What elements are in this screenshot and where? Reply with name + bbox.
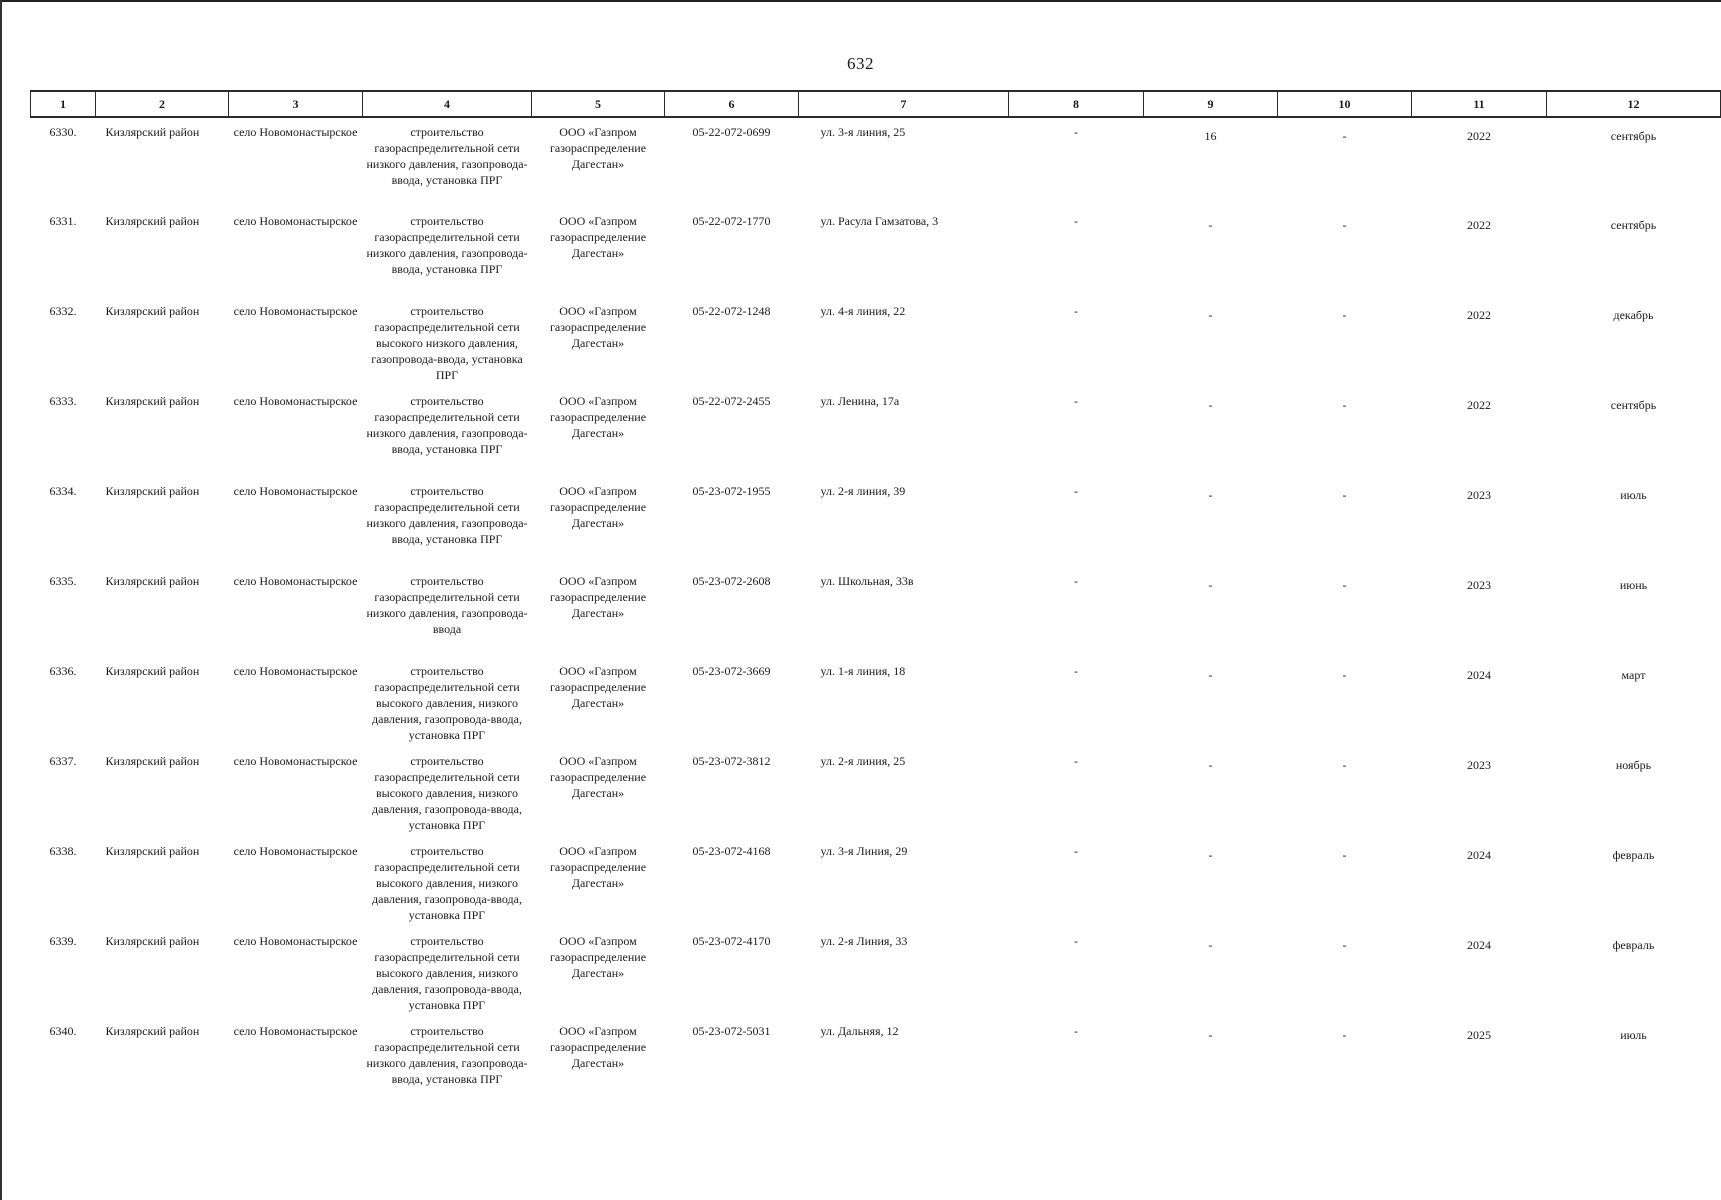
cell-district: Кизлярский район xyxy=(105,484,200,498)
cell-settlement: село Новомонастырское xyxy=(233,394,358,408)
table-body xyxy=(31,117,1721,1117)
cell-district: Кизлярский район xyxy=(105,754,200,768)
cell-address: ул. Дальняя, 12 xyxy=(820,1024,899,1038)
cell-year: 2025 xyxy=(1467,1028,1491,1042)
cell-application-number: 05-22-072-2455 xyxy=(692,394,771,408)
cell-month: сентябрь xyxy=(1610,218,1657,232)
cell-value-col-8: - xyxy=(1074,214,1078,228)
cell-district: Кизлярский район xyxy=(105,394,200,408)
cell-value-col-8: - xyxy=(1074,304,1078,318)
cell-organization: ООО «Газпром газораспределение Дагестан» xyxy=(549,664,647,710)
cell-value-col-9: 16 xyxy=(1204,129,1217,143)
cell-value-col-9: - xyxy=(1208,488,1213,502)
cell-work-description: строительство газораспределительной сети низкого давления, газопровода-ввода, установка ПРГ xyxy=(366,1024,528,1086)
column-header-7: 7 xyxy=(799,91,1009,117)
cell-district: Кизлярский район xyxy=(105,844,200,858)
cell-value-col-9: - xyxy=(1208,218,1213,232)
cell-value-col-10: - xyxy=(1342,938,1347,952)
column-header-11: 11 xyxy=(1412,91,1547,117)
cell-month: февраль xyxy=(1612,848,1655,862)
cell-value-col-8: - xyxy=(1074,844,1078,858)
cell-work-description: строительство газораспределительной сети низкого давления, газопровода-ввода, установка ПРГ xyxy=(366,484,528,546)
cell-month: февраль xyxy=(1612,938,1655,952)
cell-work-description: строительство газораспределительной сети низкого давления, газопровода-ввода, установка ПРГ xyxy=(366,125,528,187)
cell-address: ул. Ленина, 17а xyxy=(820,394,900,408)
table-header xyxy=(31,91,1721,117)
cell-month: март xyxy=(1621,668,1646,682)
cell-year: 2024 xyxy=(1467,668,1491,682)
cell-organization: ООО «Газпром газораспределение Дагестан» xyxy=(549,754,647,800)
cell-work-description: строительство газораспределительной сети низкого давления, газопровода-ввода, установка ПРГ xyxy=(366,214,528,276)
cell-value-col-8: - xyxy=(1074,125,1078,139)
cell-value-col-10: - xyxy=(1342,218,1347,232)
cell-value-col-9: - xyxy=(1208,578,1213,592)
cell-address: ул. Расула Гамзатова, 3 xyxy=(820,214,939,228)
cell-value-col-8: - xyxy=(1074,574,1078,588)
cell-year: 2023 xyxy=(1467,758,1491,772)
cell-year: 2022 xyxy=(1467,218,1491,232)
top-border-line xyxy=(0,0,1721,2)
cell-year: 2024 xyxy=(1467,938,1491,952)
cell-settlement: село Новомонастырское xyxy=(233,934,358,948)
table-row xyxy=(31,477,1721,567)
cell-district: Кизлярский район xyxy=(105,664,200,678)
cell-value-col-10: - xyxy=(1342,488,1347,502)
cell-value-col-8: - xyxy=(1074,664,1078,678)
cell-settlement: село Новомонастырское xyxy=(233,214,358,228)
cell-month: ноябрь xyxy=(1615,758,1652,772)
cell-value-col-8: - xyxy=(1074,394,1078,408)
cell-value-col-9: - xyxy=(1208,758,1213,772)
cell-year: 2022 xyxy=(1467,398,1491,412)
cell-value-col-8: - xyxy=(1074,754,1078,768)
cell-value-col-8: - xyxy=(1074,934,1078,948)
cell-row-number: 6332. xyxy=(49,304,77,318)
cell-row-number: 6340. xyxy=(49,1024,77,1038)
cell-organization: ООО «Газпром газораспределение Дагестан» xyxy=(549,125,647,171)
column-header-2: 2 xyxy=(96,91,229,117)
cell-application-number: 05-23-072-3812 xyxy=(692,754,771,768)
table-row xyxy=(31,117,1721,207)
cell-organization: ООО «Газпром газораспределение Дагестан» xyxy=(549,394,647,440)
cell-address: ул. 2-я линия, 25 xyxy=(820,754,906,768)
cell-application-number: 05-23-072-2608 xyxy=(692,574,771,588)
cell-value-col-9: - xyxy=(1208,938,1213,952)
cell-value-col-9: - xyxy=(1208,308,1213,322)
cell-row-number: 6333. xyxy=(49,394,77,408)
column-header-12: 12 xyxy=(1547,91,1721,117)
cell-row-number: 6330. xyxy=(49,125,77,139)
table-row xyxy=(31,837,1721,927)
cell-work-description: строительство газораспределительной сети высокого давления, низкого давления, газопровода-ввода, установка ПРГ xyxy=(372,934,522,1012)
cell-year: 2022 xyxy=(1467,129,1491,143)
cell-organization: ООО «Газпром газораспределение Дагестан» xyxy=(549,934,647,980)
cell-district: Кизлярский район xyxy=(105,574,200,588)
cell-row-number: 6331. xyxy=(49,214,77,228)
cell-organization: ООО «Газпром газораспределение Дагестан» xyxy=(549,1024,647,1070)
cell-value-col-10: - xyxy=(1342,1028,1347,1042)
left-border-line xyxy=(0,0,2,1200)
header-row xyxy=(31,91,1721,117)
cell-application-number: 05-23-072-5031 xyxy=(692,1024,771,1038)
cell-row-number: 6338. xyxy=(49,844,77,858)
table-row xyxy=(31,567,1721,657)
cell-application-number: 05-22-072-1248 xyxy=(692,304,771,318)
cell-value-col-10: - xyxy=(1342,398,1347,412)
cell-value-col-8: - xyxy=(1074,1024,1078,1038)
cell-row-number: 6336. xyxy=(49,664,77,678)
cell-district: Кизлярский район xyxy=(105,1024,200,1038)
column-header-4: 4 xyxy=(363,91,532,117)
cell-organization: ООО «Газпром газораспределение Дагестан» xyxy=(549,574,647,620)
cell-application-number: 05-23-072-1955 xyxy=(692,484,771,498)
cell-district: Кизлярский район xyxy=(105,304,200,318)
cell-month: июль xyxy=(1620,488,1647,502)
cell-value-col-10: - xyxy=(1342,668,1347,682)
page-number: 632 xyxy=(847,54,874,73)
table-row xyxy=(31,927,1721,1017)
cell-row-number: 6337. xyxy=(49,754,77,768)
table-row xyxy=(31,747,1721,837)
column-header-10: 10 xyxy=(1278,91,1412,117)
cell-district: Кизлярский район xyxy=(105,934,200,948)
table-row xyxy=(31,297,1721,387)
cell-year: 2024 xyxy=(1467,848,1491,862)
cell-value-col-8: - xyxy=(1074,484,1078,498)
cell-application-number: 05-23-072-3669 xyxy=(692,664,771,678)
cell-work-description: строительство газораспределительной сети высокого давления, низкого давления, газопровода-ввода, установка ПРГ xyxy=(372,754,522,832)
cell-address: ул. 4-я линия, 22 xyxy=(820,304,906,318)
cell-month: декабрь xyxy=(1613,308,1654,322)
cell-settlement: село Новомонастырское xyxy=(233,574,358,588)
registry-table xyxy=(30,90,1721,1117)
column-header-9: 9 xyxy=(1144,91,1278,117)
cell-value-col-9: - xyxy=(1208,848,1213,862)
cell-address: ул. 3-я Линия, 29 xyxy=(820,844,908,858)
cell-value-col-10: - xyxy=(1342,848,1347,862)
column-header-6: 6 xyxy=(665,91,799,117)
cell-application-number: 05-23-072-4168 xyxy=(692,844,771,858)
cell-row-number: 6335. xyxy=(49,574,77,588)
cell-value-col-10: - xyxy=(1342,129,1347,143)
cell-address: ул. 1-я линия, 18 xyxy=(820,664,906,678)
cell-organization: ООО «Газпром газораспределение Дагестан» xyxy=(549,304,647,350)
cell-organization: ООО «Газпром газораспределение Дагестан» xyxy=(549,214,647,260)
cell-row-number: 6334. xyxy=(49,484,77,498)
cell-settlement: село Новомонастырское xyxy=(233,754,358,768)
cell-address: ул. 3-я линия, 25 xyxy=(820,125,906,139)
cell-month: июль xyxy=(1620,1028,1647,1042)
column-header-8: 8 xyxy=(1009,91,1144,117)
cell-year: 2023 xyxy=(1467,578,1491,592)
cell-district: Кизлярский район xyxy=(105,125,200,139)
cell-application-number: 05-22-072-1770 xyxy=(692,214,771,228)
table-row xyxy=(31,207,1721,297)
cell-year: 2023 xyxy=(1467,488,1491,502)
cell-settlement: село Новомонастырское xyxy=(233,484,358,498)
cell-application-number: 05-22-072-0699 xyxy=(692,125,771,139)
cell-settlement: село Новомонастырское xyxy=(233,304,358,318)
cell-value-col-10: - xyxy=(1342,308,1347,322)
table-row xyxy=(31,387,1721,477)
cell-month: сентябрь xyxy=(1610,398,1657,412)
column-header-5: 5 xyxy=(532,91,665,117)
cell-organization: ООО «Газпром газораспределение Дагестан» xyxy=(549,484,647,530)
cell-settlement: село Новомонастырское xyxy=(233,844,358,858)
cell-settlement: село Новомонастырское xyxy=(233,1024,358,1038)
cell-month: сентябрь xyxy=(1610,129,1657,143)
table-row xyxy=(31,1017,1721,1117)
cell-address: ул. 2-я линия, 39 xyxy=(820,484,906,498)
cell-work-description: строительство газораспределительной сети высокого давления, низкого давления, газопровода-ввода, установка ПРГ xyxy=(372,844,522,922)
cell-address: ул. Школьная, 33в xyxy=(820,574,914,588)
cell-work-description: строительство газораспределительной сети низкого давления, газопровода-ввода xyxy=(366,574,528,636)
cell-value-col-10: - xyxy=(1342,578,1347,592)
cell-settlement: село Новомонастырское xyxy=(233,125,358,139)
cell-month: июнь xyxy=(1619,578,1648,592)
cell-value-col-9: - xyxy=(1208,668,1213,682)
cell-work-description: строительство газораспределительной сети высокого низкого давления, газопровода-ввода, установка ПРГ xyxy=(371,304,523,382)
table-row xyxy=(31,657,1721,747)
cell-row-number: 6339. xyxy=(49,934,77,948)
column-header-3: 3 xyxy=(229,91,363,117)
column-header-1: 1 xyxy=(31,91,96,117)
cell-work-description: строительство газораспределительной сети высокого давления, низкого давления, газопровода-ввода, установка ПРГ xyxy=(372,664,522,742)
cell-application-number: 05-23-072-4170 xyxy=(692,934,771,948)
cell-district: Кизлярский район xyxy=(105,214,200,228)
cell-settlement: село Новомонастырское xyxy=(233,664,358,678)
cell-value-col-9: - xyxy=(1208,398,1213,412)
cell-value-col-9: - xyxy=(1208,1028,1213,1042)
cell-year: 2022 xyxy=(1467,308,1491,322)
cell-address: ул. 2-я Линия, 33 xyxy=(820,934,908,948)
cell-work-description: строительство газораспределительной сети низкого давления, газопровода-ввода, установка ПРГ xyxy=(366,394,528,456)
cell-organization: ООО «Газпром газораспределение Дагестан» xyxy=(549,844,647,890)
cell-value-col-10: - xyxy=(1342,758,1347,772)
